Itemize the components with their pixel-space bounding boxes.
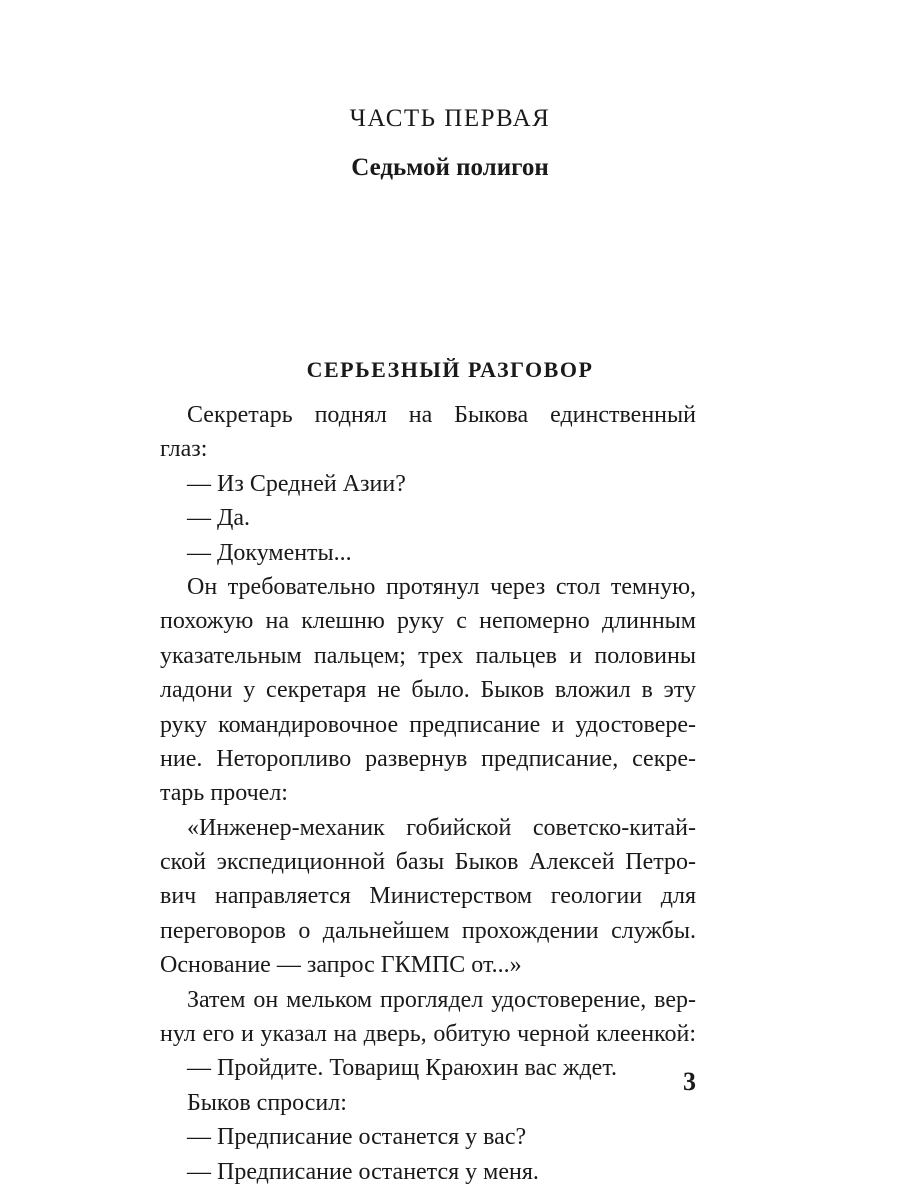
chapter-body bbox=[160, 398, 696, 1189]
text-line: ской экспедиционной базы Быков Алексей Петро- bbox=[160, 849, 696, 876]
text-line: Быков спросил: bbox=[187, 1089, 347, 1116]
text-line: указательным пальцем; трех пальцев и половины bbox=[160, 642, 696, 669]
part-title: ЧАСТЬ ПЕРВАЯ bbox=[349, 105, 551, 132]
text-line: ладони у секретаря не было. Быков вложил в эту bbox=[160, 677, 696, 704]
page-number: 3 bbox=[683, 1067, 696, 1096]
text-line: — Предписание останется у вас? bbox=[187, 1124, 527, 1151]
text-line: нул его и указал на дверь, обитую черной клеенкой: bbox=[160, 1021, 696, 1048]
chapter-title: СЕРЬЕЗНЫЙ РАЗГОВОР bbox=[306, 357, 594, 382]
text-line: — Предписание останется у меня. bbox=[187, 1158, 539, 1185]
text-line: — Пройдите. Товарищ Краюхин вас ждет. bbox=[187, 1055, 618, 1082]
text-line: Основание — запрос ГКМПС от...» bbox=[160, 952, 522, 979]
text-line: вич направляется Министерством геологии для bbox=[160, 883, 696, 910]
text-line: Он требовательно протянул через стол темную, bbox=[187, 573, 696, 600]
text-line: — Из Средней Азии? bbox=[187, 470, 406, 497]
text-line: «Инженер-механик гобийской советско-китай- bbox=[187, 814, 696, 841]
text-line: — Документы... bbox=[187, 539, 352, 566]
text-line: переговоров о дальнейшем прохождении службы. bbox=[160, 917, 696, 944]
text-line: Секретарь поднял на Быкова единственный bbox=[187, 402, 696, 428]
text-line: глаз: bbox=[160, 436, 208, 463]
text-line: похожую на клешню руку с непомерно длинным bbox=[160, 608, 696, 635]
text-line: — Да. bbox=[187, 505, 251, 532]
text-line: ние. Неторопливо развернув предписание, секре- bbox=[160, 745, 696, 772]
text-line: Затем он мельком проглядел удостоверение, вер- bbox=[187, 986, 696, 1013]
text-line: руку командировочное предписание и удостовере- bbox=[160, 711, 696, 738]
text-line: тарь прочел: bbox=[160, 780, 288, 807]
part-subtitle: Седьмой полигон bbox=[351, 154, 549, 181]
